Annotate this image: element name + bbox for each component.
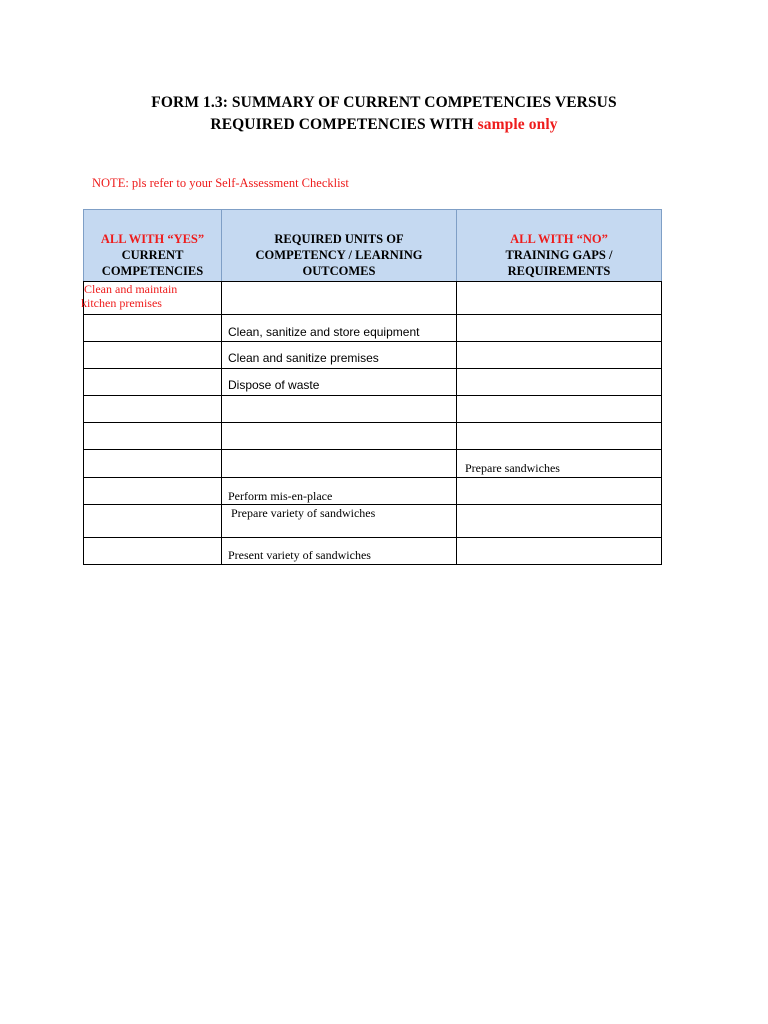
header-yes-label: ALL WITH “YES” bbox=[100, 232, 205, 246]
table-cell bbox=[457, 423, 662, 450]
note-text: NOTE: pls refer to your Self-Assessment Checklist bbox=[92, 176, 349, 190]
header-training-line-1: TRAINING GAPS / bbox=[505, 248, 613, 262]
table-cell bbox=[457, 342, 662, 369]
table-cell bbox=[84, 423, 222, 450]
table-header-row bbox=[84, 210, 662, 282]
form-title-line-2 bbox=[0, 114, 768, 136]
header-required-units bbox=[222, 210, 457, 282]
table-cell bbox=[84, 342, 222, 369]
table-cell bbox=[222, 450, 457, 478]
table-row bbox=[84, 478, 662, 505]
header-training-line-2: REQUIREMENTS bbox=[507, 264, 611, 278]
table-cell bbox=[84, 369, 222, 396]
table-cell bbox=[457, 538, 662, 565]
cell-text: Prepare sandwiches bbox=[465, 461, 560, 475]
table-cell bbox=[457, 396, 662, 423]
table-row bbox=[84, 315, 662, 342]
header-no-label: ALL WITH “NO” bbox=[510, 232, 608, 246]
table-row bbox=[84, 505, 662, 538]
table-cell bbox=[222, 505, 457, 538]
cell-text: Clean and sanitize premises bbox=[228, 351, 379, 365]
table-cell bbox=[222, 342, 457, 369]
table-cell bbox=[222, 423, 457, 450]
table-cell bbox=[81, 282, 222, 315]
table-cell bbox=[84, 478, 222, 505]
table-row bbox=[84, 282, 662, 315]
table-cell bbox=[457, 450, 662, 478]
table-cell bbox=[457, 282, 662, 315]
cell-text: Dispose of waste bbox=[228, 378, 320, 392]
header-competencies-label: COMPETENCIES bbox=[101, 264, 204, 278]
table-row bbox=[84, 538, 662, 565]
table-cell bbox=[84, 538, 222, 565]
cell-text: Present variety of sandwiches bbox=[228, 548, 371, 562]
cell-text: kitchen premises bbox=[81, 296, 162, 310]
header-current-competencies bbox=[84, 210, 222, 282]
cell-text: Prepare variety of sandwiches bbox=[231, 506, 376, 520]
table-row bbox=[84, 369, 662, 396]
form-title-line-2-text: REQUIRED COMPETENCIES WITH bbox=[210, 116, 474, 133]
table-cell bbox=[457, 505, 662, 538]
table-cell bbox=[222, 282, 457, 315]
table-cell bbox=[84, 315, 222, 342]
table-cell bbox=[84, 450, 222, 478]
header-required-line-3: OUTCOMES bbox=[302, 264, 376, 278]
form-title bbox=[0, 92, 768, 136]
table-cell bbox=[222, 478, 457, 505]
table-cell bbox=[222, 315, 457, 342]
table-cell bbox=[222, 396, 457, 423]
header-training-gaps bbox=[457, 210, 662, 282]
cell-text: Clean and maintain bbox=[84, 282, 178, 296]
header-required-line-2: COMPETENCY / LEARNING bbox=[255, 248, 423, 262]
table-row bbox=[84, 450, 662, 478]
table-row bbox=[84, 396, 662, 423]
table-cell bbox=[84, 505, 222, 538]
table-cell bbox=[457, 478, 662, 505]
table-cell bbox=[84, 396, 222, 423]
form-title-line-1: FORM 1.3: SUMMARY OF CURRENT COMPETENCIES VERSUS bbox=[151, 94, 617, 111]
table-cell bbox=[457, 369, 662, 396]
table-row bbox=[84, 342, 662, 369]
table-cell bbox=[457, 315, 662, 342]
table-row bbox=[84, 423, 662, 450]
header-required-line-1: REQUIRED UNITS OF bbox=[274, 232, 404, 246]
competency-table bbox=[83, 209, 662, 565]
table-cell bbox=[222, 538, 457, 565]
sample-only-label: sample only bbox=[477, 116, 558, 133]
cell-text: Clean, sanitize and store equipment bbox=[228, 325, 420, 339]
table-cell bbox=[222, 369, 457, 396]
header-current-label: CURRENT bbox=[121, 248, 184, 262]
cell-text: Perform mis-en-place bbox=[228, 489, 333, 503]
